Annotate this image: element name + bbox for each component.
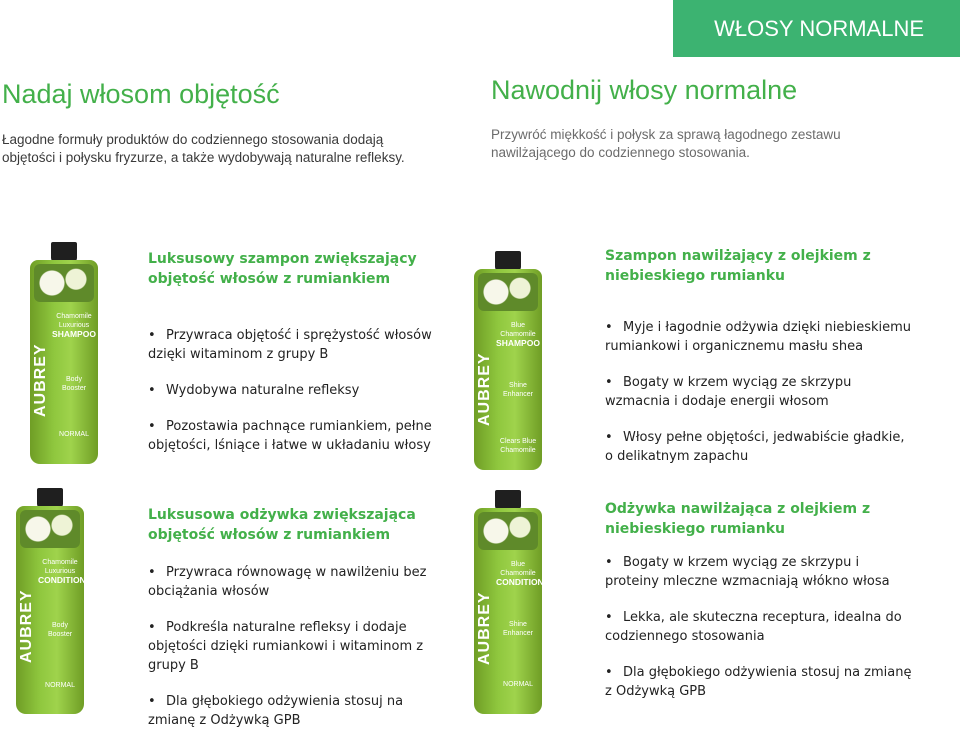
product-tag: Body Booster: [47, 622, 73, 638]
product-title: Szampon nawilżający z olejkiem z niebieskiego rumianku: [605, 248, 871, 284]
brand-logo: AUBREY: [476, 591, 493, 665]
product-line: Chamomile Luxurious: [42, 559, 78, 575]
product-title: Odżywka nawilżająca z olejkiem z niebieskiego rumianku: [605, 501, 871, 537]
product-tag: NORMAL: [503, 681, 533, 688]
product-features: [148, 563, 448, 747]
list-item: • Przywraca objętość i sprężystość włosów dzięki witaminom z grupy B: [148, 328, 432, 362]
category-banner: WŁOSY NORMALNE: [673, 0, 960, 57]
product-title: Luksusowa odżywka zwiększająca objętość włosów z rumiankiem: [148, 507, 416, 543]
right-headline: Nawodnij włosy normalne: [491, 75, 798, 105]
product-type: SHAMPOO: [52, 329, 96, 339]
product-line: Chamomile Luxurious: [56, 313, 92, 329]
product-image-blue-chamomile-conditioner: [474, 490, 556, 714]
product-tag: Shine Enhancer: [503, 621, 533, 637]
brand-logo: AUBREY: [18, 589, 35, 663]
list-item: • Lekka, ale skuteczna receptura, idealna do codziennego stosowania: [605, 610, 902, 644]
list-item: • Myje i łagodnie odżywia dzięki niebieskiemu rumiankowi i organicznemu masłu shea: [605, 320, 912, 354]
product-tag: Clears Blue Chamomile: [499, 438, 537, 454]
list-item: • Włosy pełne objętości, jedwabiście gładkie, o delikatnym zapachu: [605, 430, 905, 464]
left-headline: Nadaj włosom objętość: [2, 79, 280, 109]
product-tag: NORMAL: [59, 431, 89, 438]
list-item: • Przywraca równowagę w nawilżeniu bez obciążania włosów: [148, 565, 427, 599]
chamomile-flower-icon: [34, 264, 94, 302]
list-item: • Dla głębokiego odżywienia stosuj na zmianę z Odżywką GPB: [605, 665, 912, 699]
brand-logo: AUBREY: [32, 343, 49, 417]
product-type: CONDITIONER: [38, 575, 98, 585]
product-title: Luksusowy szampon zwiększający objętość włosów z rumiankiem: [148, 251, 417, 287]
product-features: [605, 318, 915, 483]
right-intro: Przywróć miękkość i połysk za sprawą łagodnego zestawu nawilżającego do codziennego stosowania.: [491, 127, 841, 160]
product-tag: NORMAL: [45, 682, 75, 689]
left-intro: Łagodne formuły produktów do codziennego stosowania dodają objętości i połysku fryzurze, a także wydobywają naturalne refleksy.: [2, 132, 405, 165]
product-type: CONDITIONER: [496, 577, 556, 587]
product-image-blue-chamomile-shampoo: [474, 251, 542, 470]
chamomile-flower-icon: [20, 510, 80, 548]
product-image-chamomile-conditioner: [16, 488, 98, 714]
product-tag: Body Booster: [61, 376, 87, 392]
product-line: Blue Chamomile: [500, 561, 536, 577]
chamomile-flower-icon: [478, 512, 538, 550]
list-item: • Wydobywa naturalne refleksy: [148, 383, 360, 398]
chamomile-flower-icon: [478, 273, 538, 311]
product-line: Blue Chamomile: [500, 322, 536, 338]
product-image-chamomile-shampoo: [30, 242, 98, 464]
product-features: [605, 553, 915, 718]
list-item: • Bogaty w krzem wyciąg ze skrzypu wzmacnia i dodaje energii włosom: [605, 375, 852, 409]
list-item: • Podkreśla naturalne refleksy i dodaje objętości dzięki rumiankowi i witaminom z grupy B: [148, 620, 424, 673]
brand-logo: AUBREY: [476, 352, 493, 426]
list-item: • Pozostawia pachnące rumiankiem, pełne objętości, lśniące i łatwe w układaniu włosy: [148, 419, 432, 453]
list-item: • Bogaty w krzem wyciąg ze skrzypu i proteiny mleczne wzmacniają włókno włosa: [605, 555, 890, 589]
product-features: [148, 326, 448, 472]
product-tag: Shine Enhancer: [503, 382, 533, 398]
list-item: • Dla głębokiego odżywienia stosuj na zmianę z Odżywką GPB: [148, 694, 404, 728]
product-type: SHAMPOO: [496, 338, 540, 348]
